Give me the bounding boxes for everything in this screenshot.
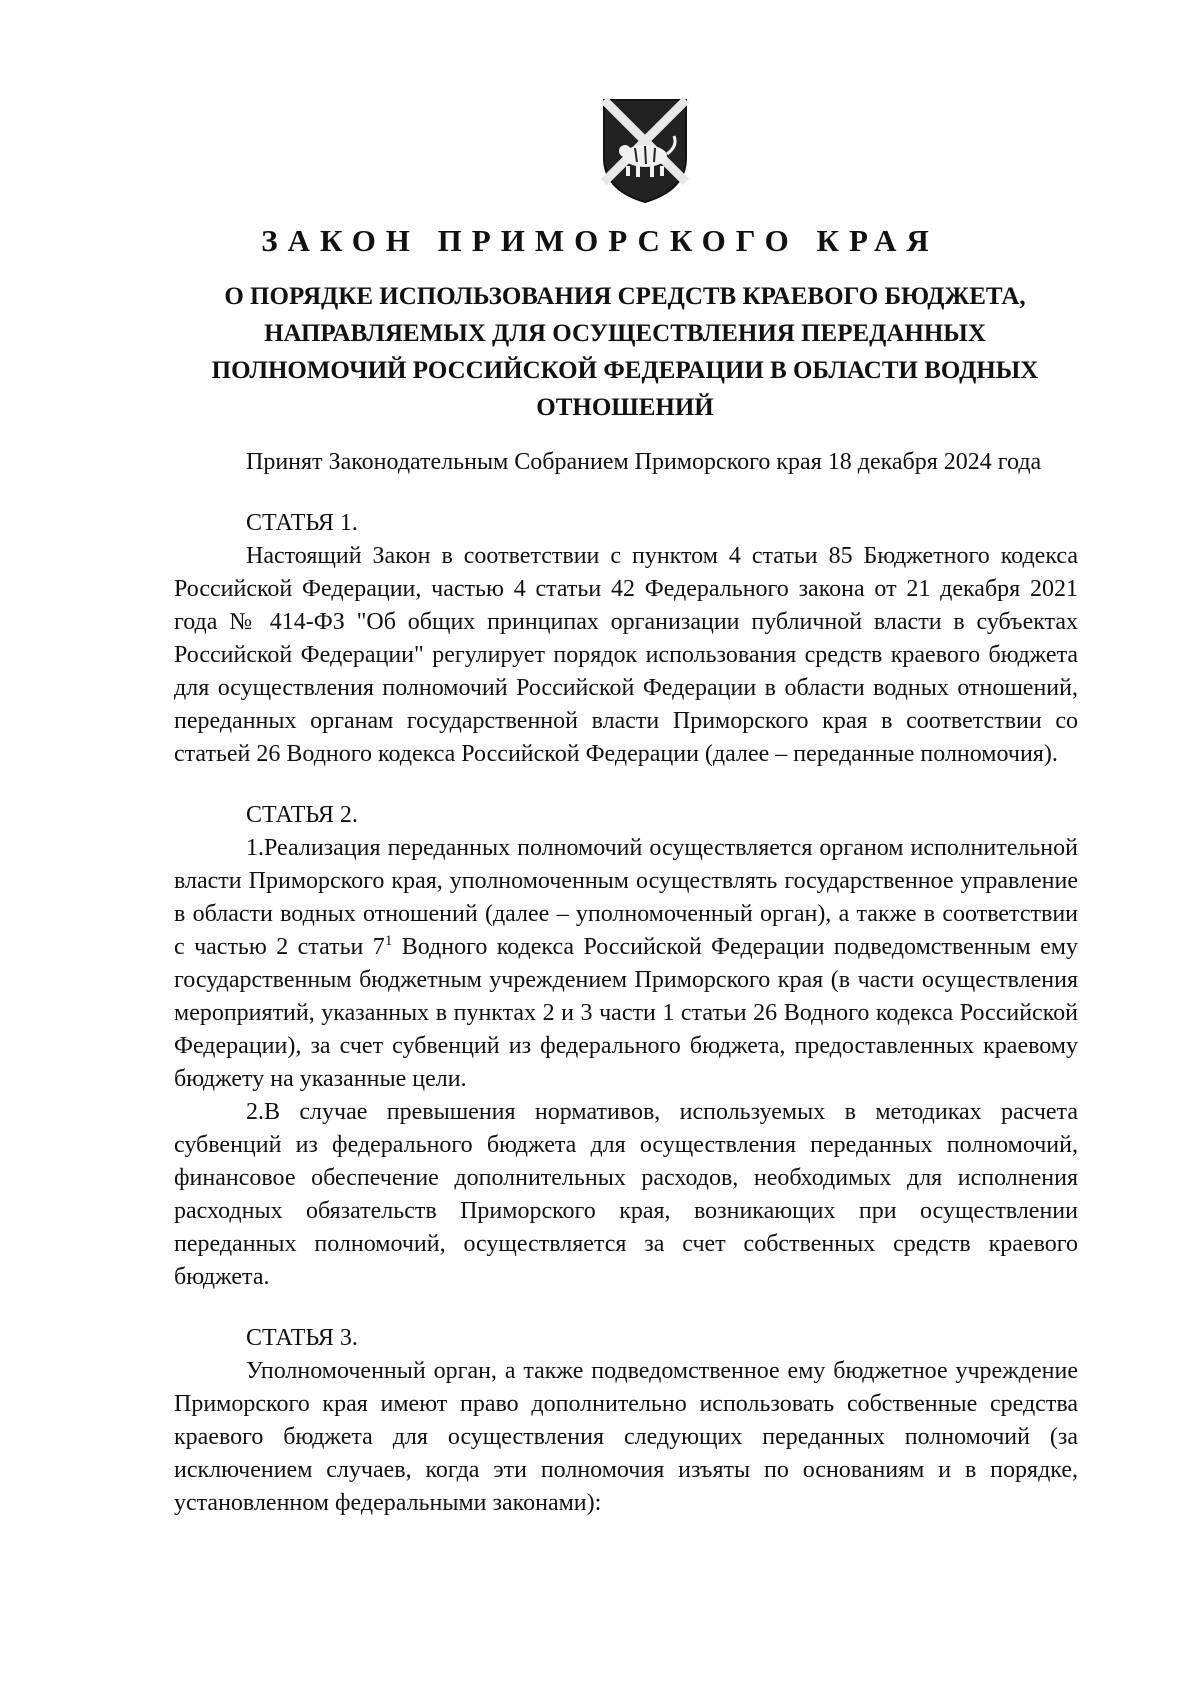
article-3 — [174, 1322, 1078, 1520]
article-paragraph: 2.В случае превышения нормативов, используемых в методиках расчета субвенций из федерального бюджета для осуществления переданных полномочий, финансовое обеспечение дополнительных расходов, необходимых для исполнения расходных обязательств Приморского края, возникающих при осуществлении переданных полномочий, осуществляется за счет собственных средств краевого бюджета. — [174, 1099, 1078, 1290]
article-paragraph — [174, 832, 1078, 1096]
document-body — [174, 446, 1078, 1520]
coat-of-arms-icon — [600, 96, 690, 204]
article-paragraph: Настоящий Закон в соответствии с пунктом 4 статьи 85 Бюджетного кодекса Российской Федерации, частью 4 статьи 42 Федерального закона от 21 декабря 2021 года № 414-ФЗ "Об общих принципах организации публичной власти в субъектах Российской Федерации" регулирует порядок использования средств краевого бюджета для осуществления полномочий Российской Федерации в области водных отношений, переданных органам государственной власти Приморского края в соответствии со статьей 26 Водного кодекса Российской Федерации (далее – переданные полномочия). — [174, 543, 1078, 767]
paragraph-text: Водного кодекса Российской Федерации подведомственным ему государственным бюджетным учреждением Приморского края (в части осуществления мероприятий, указанных в пунктах 2 и 3 части 1 статьи 26 Водного кодекса Российской Федерации), за счет субвенций из федерального бюджета, предоставленных краевому бюджету на указанные цели. — [174, 934, 1078, 1092]
superscript: 1 — [384, 933, 393, 949]
article-1 — [174, 507, 1078, 771]
law-title: ЗАКОН ПРИМОРСКОГО КРАЯ — [261, 223, 939, 258]
article-2 — [174, 799, 1078, 1294]
adoption-note: Принят Законодательным Собранием Приморского края 18 декабря 2024 года — [246, 449, 1042, 475]
article-heading: СТАТЬЯ 3. — [246, 1325, 358, 1351]
paragraph-text: 1.Реализация переданных полномочий осуществляется органом исполнительной власти Приморского края, уполномоченным осуществлять государственное управление в области водных отношений (далее – уполномоченный орган), а также в соответствии с частью 2 статьи 7 — [174, 835, 1078, 960]
article-heading: СТАТЬЯ 1. — [246, 510, 358, 536]
article-heading: СТАТЬЯ 2. — [246, 802, 358, 828]
article-paragraph: Уполномоченный орган, а также подведомственное ему бюджетное учреждение Приморского края имеют право дополнительно использовать собственные средства краевого бюджета для осуществления следующих переданных полномочий (за исключением случаев, когда эти полномочия изъяты по основаниям и в порядке, установленном федеральными законами): — [174, 1358, 1078, 1516]
law-subtitle: О ПОРЯДКЕ ИСПОЛЬЗОВАНИЯ СРЕДСТВ КРАЕВОГО БЮДЖЕТА, НАПРАВЛЯЕМЫХ ДЛЯ ОСУЩЕСТВЛЕНИЯ ПЕРЕДАННЫХ ПОЛНОМОЧИЙ РОССИЙСКОЙ ФЕДЕРАЦИИ В ОБЛАСТИ ВОДНЫХ ОТНОШЕНИЙ — [211, 283, 1039, 421]
